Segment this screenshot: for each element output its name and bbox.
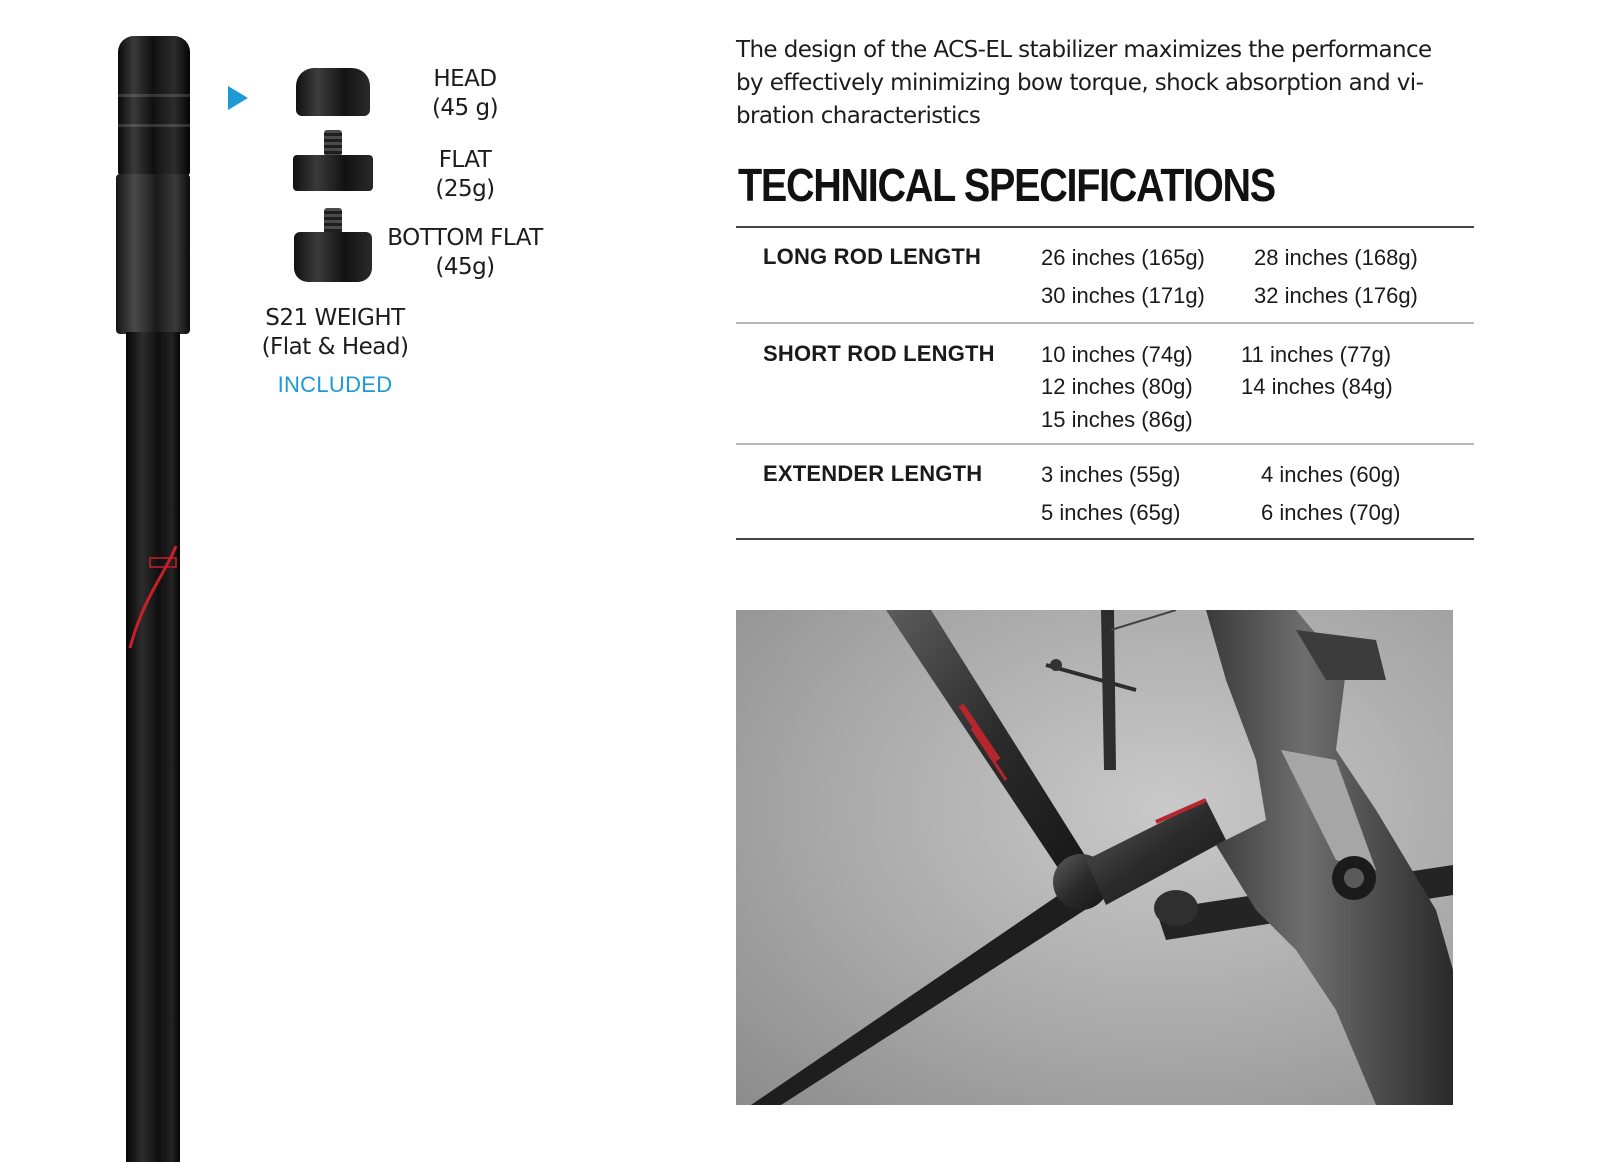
head-weight-image	[296, 68, 370, 116]
s21-weight-name: S21 WEIGHT	[265, 305, 405, 331]
head-weight-label	[400, 65, 530, 123]
bottom-flat-weight-label	[380, 224, 550, 282]
spec-value: 28 inches (168g)	[1254, 245, 1418, 270]
rod-tube	[126, 332, 180, 1162]
specs-title: TECHNICAL SPECIFICATIONS	[738, 159, 1275, 211]
product-description	[736, 34, 1466, 133]
included-badge: INCLUDED	[277, 372, 393, 397]
spec-label: EXTENDER LENGTH	[763, 461, 983, 486]
description-line: bration characteristics	[736, 103, 981, 129]
spec-value: 12 inches (80g)	[1041, 374, 1193, 399]
spec-label: LONG ROD LENGTH	[763, 244, 982, 269]
spec-label: SHORT ROD LENGTH	[763, 341, 995, 366]
spec-value: 6 inches (70g)	[1261, 500, 1401, 525]
s21-weight-parts: (Flat & Head)	[261, 334, 409, 360]
bottom-flat-weight-value: (45g)	[435, 254, 495, 280]
bottom-flat-weight-screw	[324, 208, 342, 234]
rod-sleeve	[116, 174, 190, 334]
flat-weight-label	[400, 146, 530, 204]
rod-red-graphic	[124, 526, 184, 656]
flat-weight-image	[293, 155, 373, 191]
spec-row-extender	[736, 445, 1474, 540]
spec-row-long-rod	[736, 228, 1474, 324]
spec-value: 5 inches (65g)	[1041, 500, 1181, 525]
spec-row-short-rod	[736, 324, 1474, 445]
head-weight-name: HEAD	[433, 66, 497, 92]
bow-stabilizer-photo	[736, 610, 1453, 1105]
flat-weight-screw	[324, 130, 342, 156]
flat-weight-name: FLAT	[438, 147, 492, 173]
spec-value: 15 inches (86g)	[1041, 407, 1193, 432]
description-line: by effectively minimizing bow torque, shock absorption and vi-	[736, 70, 1424, 96]
spec-value: 4 inches (60g)	[1261, 462, 1401, 487]
rod-end-cap	[118, 36, 190, 176]
spec-value: 32 inches (176g)	[1254, 283, 1418, 308]
spec-value: 10 inches (74g)	[1041, 342, 1193, 367]
bottom-flat-weight-name: BOTTOM FLAT	[387, 225, 543, 251]
spec-value: 14 inches (84g)	[1241, 374, 1393, 399]
flat-weight-value: (25g)	[435, 176, 495, 202]
spec-value: 11 inches (77g)	[1241, 342, 1392, 367]
spec-value: 30 inches (171g)	[1041, 283, 1205, 308]
triangle-pointer-icon	[228, 86, 248, 110]
bow-photo-illustration	[736, 610, 1453, 1105]
stabilizer-rod-image	[110, 36, 200, 1162]
specs-table	[736, 226, 1474, 540]
spec-value: 3 inches (55g)	[1041, 462, 1181, 487]
head-weight-value: (45 g)	[431, 95, 499, 121]
s21-weight-caption	[230, 304, 440, 362]
spec-value: 26 inches (165g)	[1041, 245, 1205, 270]
description-line: The design of the ACS-EL stabilizer maximizes the performance	[736, 37, 1432, 63]
bottom-flat-weight-image	[294, 232, 372, 282]
